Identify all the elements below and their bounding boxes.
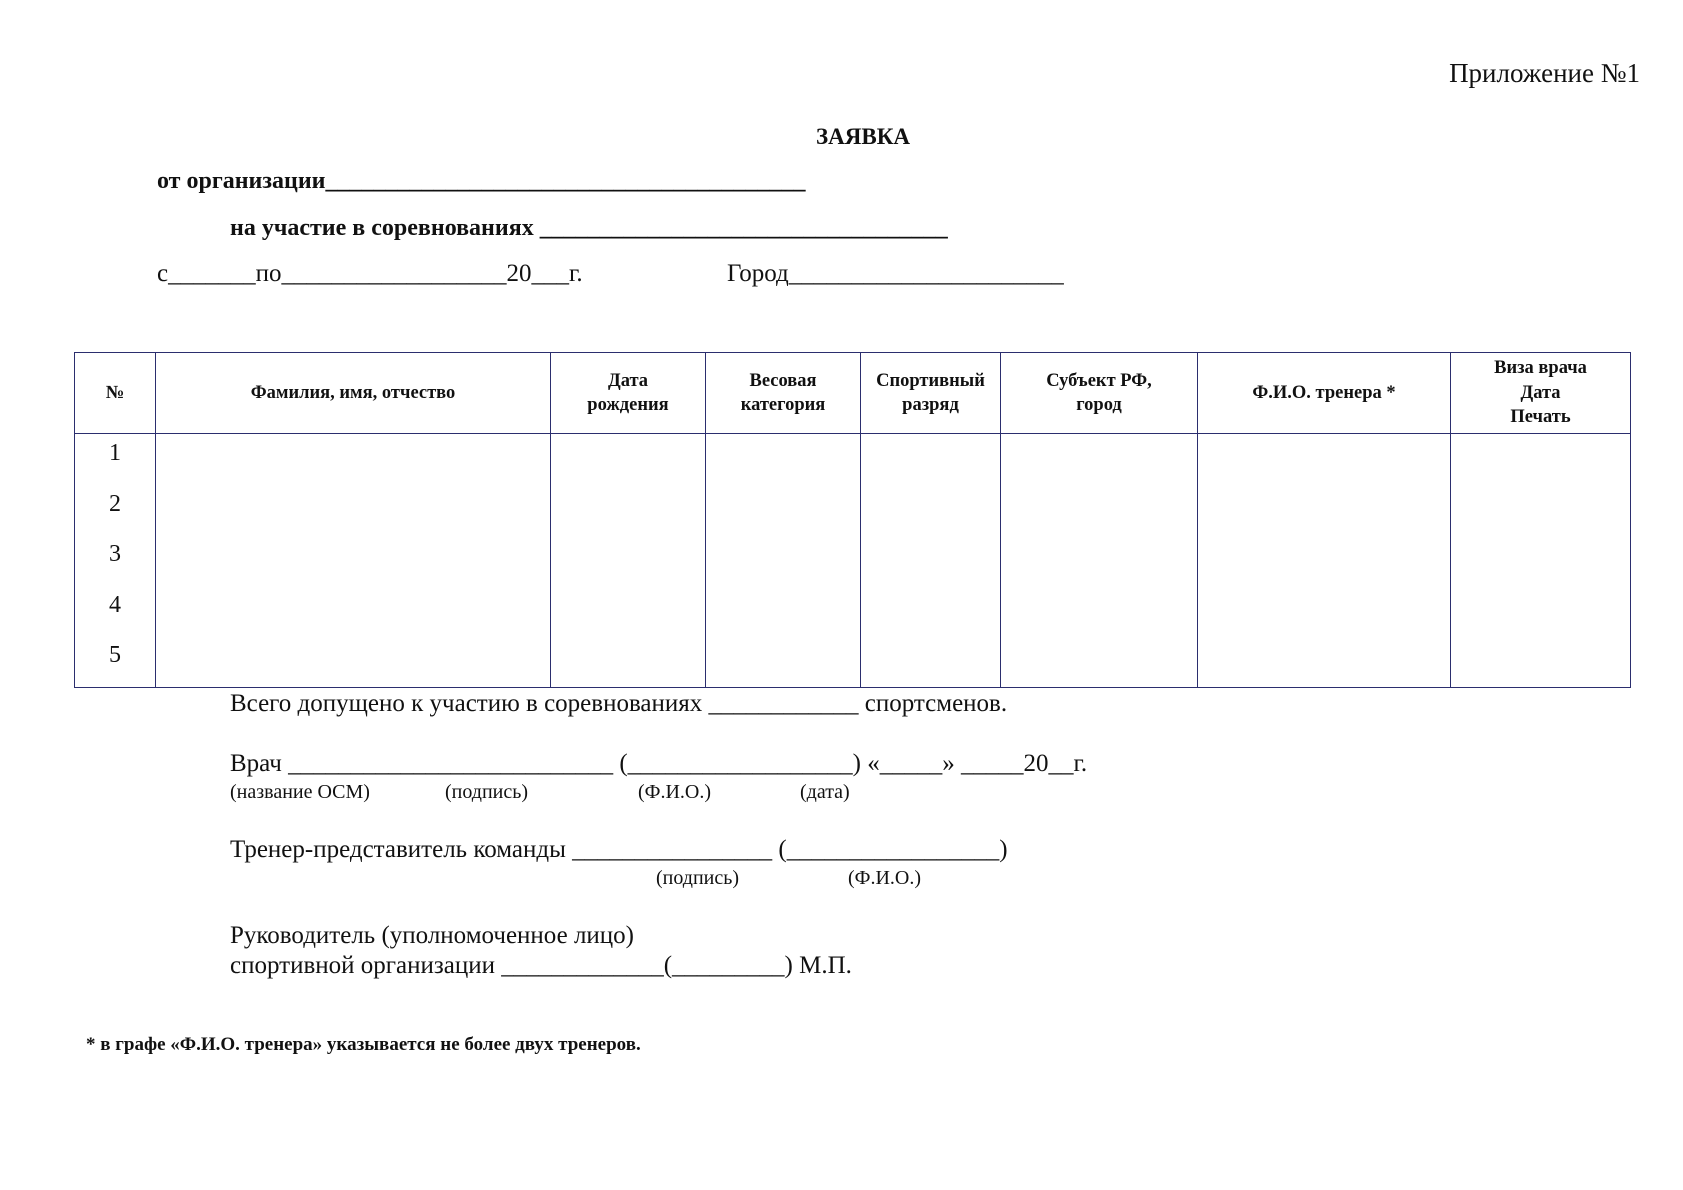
coach-caption-signature: (подпись) — [656, 867, 740, 889]
dates-line: с_______по__________________20___г. — [157, 260, 583, 287]
weight-category-cell[interactable] — [706, 434, 861, 688]
row-number: 2 — [109, 490, 121, 517]
row-number: 4 — [109, 591, 121, 618]
row-number: 5 — [109, 642, 121, 668]
organization-line: от организации________________________________________ — [157, 168, 806, 194]
coach-caption-name: (Ф.И.О.) — [848, 867, 922, 889]
participants-table — [74, 352, 1631, 688]
col-birth-date-header: Дата рождения — [551, 353, 706, 434]
appendix-label: Приложение №1 — [1449, 58, 1640, 88]
col-doctor-visa-header: Виза врача Дата Печать — [1451, 353, 1631, 434]
table-body-row — [75, 434, 1631, 688]
full-name-cell[interactable] — [156, 434, 551, 688]
number-cell — [75, 434, 156, 688]
head-signature-line: спортивной организации _____________(_________) М.П. — [230, 952, 852, 979]
coach-name-cell[interactable] — [1198, 434, 1451, 688]
head-title-line: Руководитель (уполномоченное лицо) — [230, 922, 635, 949]
admitted-count-line: Всего допущено к участию в соревнованиях ____________ спортсменов. — [230, 690, 1008, 717]
col-full-name-header: Фамилия, имя, отчество — [156, 353, 551, 434]
row-number: 3 — [109, 541, 121, 567]
doctor-caption-date: (дата) — [800, 781, 850, 803]
doctor-caption-osm: (название ОСМ) — [230, 781, 370, 803]
doctor-signature-line: Врач __________________________ (__________________) «_____» _____20__г. — [230, 750, 1088, 777]
city-line: Город______________________ — [727, 260, 1064, 287]
table-header-row — [75, 353, 1631, 434]
col-sport-rank-header: Спортивный разряд — [861, 353, 1001, 434]
row-number: 1 — [109, 440, 121, 466]
doctor-visa-cell[interactable] — [1451, 434, 1631, 688]
col-weight-category-header: Весовая категория — [706, 353, 861, 434]
participation-line: на участие в соревнованиях __________________________________ — [230, 215, 948, 241]
footnote: * в графе «Ф.И.О. тренера» указывается не более двух тренеров. — [86, 1034, 641, 1055]
doctor-caption-signature: (подпись) — [445, 781, 529, 803]
col-coach-name-header: Ф.И.О. тренера * — [1198, 353, 1451, 434]
coach-signature-line: Тренер-представитель команды ________________ (_________________) — [230, 836, 1008, 863]
doctor-caption-name: (Ф.И.О.) — [638, 781, 712, 803]
region-city-cell[interactable] — [1001, 434, 1198, 688]
row-number-list — [75, 434, 155, 687]
document-title: ЗАЯВКА — [816, 124, 910, 149]
sport-rank-cell[interactable] — [861, 434, 1001, 688]
col-region-city-header: Субъект РФ, город — [1001, 353, 1198, 434]
birth-date-cell[interactable] — [551, 434, 706, 688]
col-number-header: № — [75, 353, 156, 434]
